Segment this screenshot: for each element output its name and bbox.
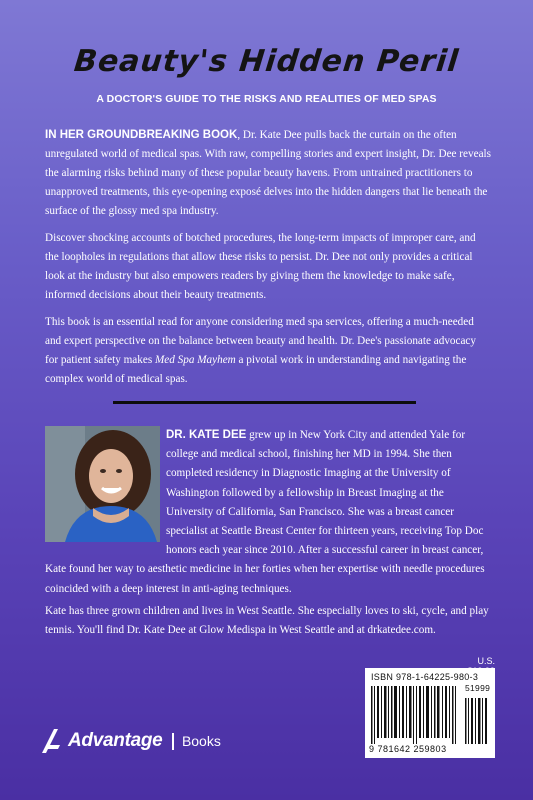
author-bio-paragraph-2: Kate has three grown children and lives in West Seattle. She especially loves to ski, cycle, and play tennis. You'll find Dr. Kate Dee at Glow Medispa in West Seattle and at drkatedee.com. bbox=[45, 605, 489, 636]
section-divider bbox=[113, 401, 416, 404]
barcode-number: 9 781642 259803 bbox=[369, 744, 447, 754]
price-label: U.S. bbox=[477, 656, 495, 666]
book-reference-italic: Med Spa Mayhem bbox=[154, 354, 236, 366]
barcode-box bbox=[365, 668, 495, 758]
book-subtitle: A DOCTOR'S GUIDE TO THE RISKS AND REALITIES OF MED SPAS bbox=[96, 93, 437, 105]
description-p3-end: a pivotal work in understanding and navigating the complex world of medical spas. bbox=[45, 354, 467, 385]
photo-spacer bbox=[45, 426, 166, 544]
description-p1-text: , Dr. Kate Dee pulls back the curtain on the often unregulated world of medical spas. With raw, compelling stories and expert insight, Dr. Dee reveals the alarming risks behind many of these popular beauty havens. From untrained practitioners to unapproved treatments, this eye-opening exposé delves into the hidden dangers that lie beneath the surface of the glossy med spa industry. bbox=[45, 129, 491, 217]
author-bio-text: grew up in New York City and attended Yale for college and medical school, finishing her MD in 1994. She then completed residency in Diagnostic Imaging at the University of Washington followed by a fellowship in Breast Imaging at the University of California, San Francisco. She was a breast cancer specialist at Seattle Breast Center for thirteen years, receiving Top Doc honors each year since 2010. After a successful career in breast cancer, Kate found her way to aesthetic medicine in her forties when her expertise with needle procedures coincided with a deep interest in anti-aging techniques. bbox=[45, 429, 485, 595]
author-name: DR. KATE DEE bbox=[166, 429, 247, 441]
publisher-logo bbox=[40, 726, 221, 756]
publisher-name: Advantage bbox=[68, 730, 163, 751]
lead-in: IN HER GROUNDBREAKING BOOK bbox=[45, 129, 238, 141]
description-paragraph-3 bbox=[45, 313, 491, 389]
description-paragraph-1 bbox=[45, 126, 491, 221]
logo-separator bbox=[172, 733, 174, 750]
advantage-logo-icon bbox=[40, 727, 66, 755]
supplement-code: 51999 bbox=[465, 683, 491, 693]
isbn-text: ISBN 978-1-64225-980-3 bbox=[371, 672, 479, 682]
book-title: Beauty's Hidden Peril bbox=[72, 44, 461, 79]
description-p3-start: This book is an essential read for anyone considering med spa services, offering a much-needed and expert perspective on the balance between beauty and health. Dr. Dee's passionate advocacy for patient safety makes bbox=[45, 316, 476, 366]
publisher-imprint: Books bbox=[181, 733, 221, 749]
author-bio-paragraph bbox=[45, 426, 491, 599]
barcode-image bbox=[371, 686, 489, 744]
description-paragraph-2: Discover shocking accounts of botched procedures, the long-term impacts of improper care, and the loopholes in regulations that allow these risks to persist. Dr. Dee not only provides a critical look at the industry but also empowers readers by giving them the knowledge to make safe, informed decisions about their beauty treatments. bbox=[45, 232, 476, 301]
